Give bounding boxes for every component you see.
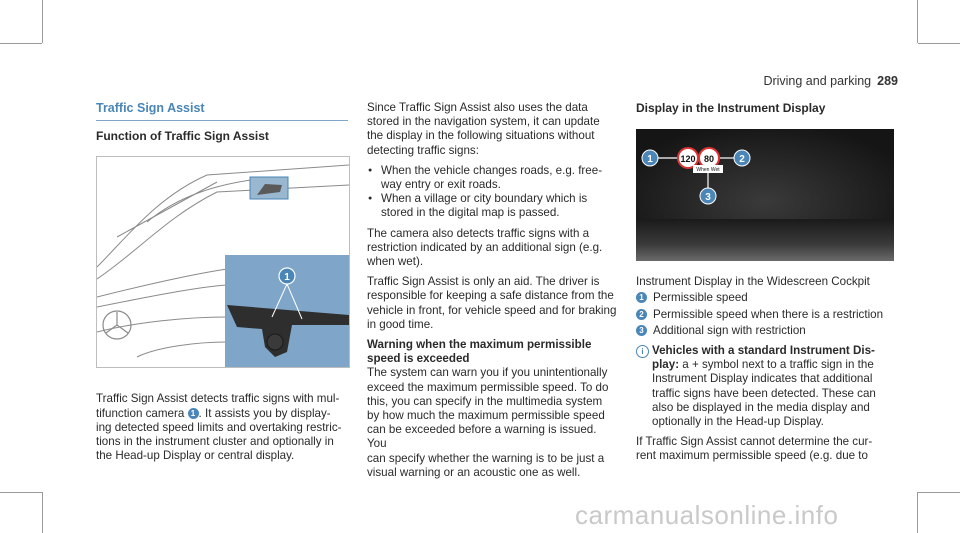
text-line: way entry or exit roads.	[381, 178, 501, 192]
paragraph-warning	[367, 366, 617, 480]
marker-3-icon: 3	[636, 325, 647, 336]
text-span: tifunction camera	[96, 406, 185, 420]
display-marker-1: 1	[647, 154, 653, 166]
text-line: Traffic Sign Assist is only an aid. The driver is	[367, 275, 600, 289]
right-column	[636, 101, 898, 464]
list-item	[367, 192, 617, 220]
page-number: 289	[877, 74, 898, 88]
text-line: by how much the maximum permissible speed	[367, 409, 605, 423]
crop-mark	[42, 492, 43, 533]
text-line: responsible for keeping a safe distance from the	[367, 289, 614, 303]
text-line: If Traffic Sign Assist cannot determine the cur-	[636, 435, 873, 449]
text-line: stored in the digital map is passed.	[381, 206, 560, 220]
display-caption: Instrument Display in the Widescreen Cockpit	[636, 275, 870, 289]
text-line: in good time.	[367, 317, 434, 331]
text-line: speed is exceeded	[367, 352, 470, 366]
closing-paragraph	[636, 435, 898, 463]
middle-column	[367, 101, 617, 486]
section-title: Traffic Sign Assist	[96, 101, 205, 115]
speed-sign-1: 120	[680, 154, 696, 165]
instrument-display-figure	[636, 129, 898, 261]
marker-1-icon: 1	[188, 408, 199, 419]
text-line: vehicle in front, for vehicle speed and for braking	[367, 303, 617, 317]
note-text: traffic signs have been detected. These can	[652, 386, 876, 400]
display-marker-3: 3	[705, 192, 711, 204]
figure-marker: 1	[284, 272, 290, 284]
text-line: restriction indicated by an additional sign (e.g.	[367, 240, 603, 254]
text-line: detecting traffic signs:	[367, 143, 479, 157]
left-paragraph	[96, 392, 348, 463]
note-text: optionally in the Head-up Display.	[652, 415, 824, 429]
display-heading: Display in the Instrument Display	[636, 101, 826, 115]
crop-mark	[42, 0, 43, 43]
subheading: Function of Traffic Sign Assist	[96, 129, 269, 144]
text-line: When a village or city boundary which is	[381, 192, 588, 206]
crop-mark	[918, 43, 960, 44]
crop-mark	[917, 492, 918, 533]
legend-text: Permissible speed when there is a restriction	[653, 307, 884, 321]
marker-2-icon: 2	[636, 309, 647, 320]
list-item	[367, 164, 617, 192]
text-line: can be exceeded before a warning is issued. You	[367, 423, 597, 451]
text-line: Since Traffic Sign Assist also uses the data	[367, 101, 588, 114]
watermark: carmanualsonline.info	[575, 500, 839, 530]
info-icon: i	[636, 345, 649, 358]
text-line: can specify whether the warning is to be just a	[367, 451, 605, 465]
display-marker-2: 2	[739, 154, 745, 166]
paragraph-camera	[367, 227, 617, 270]
legend-text: Permissible speed	[653, 291, 748, 305]
legend-text: Additional sign with restriction	[653, 323, 806, 337]
paragraph-data-usage	[367, 101, 617, 158]
paragraph-aid	[367, 275, 617, 332]
text-line	[96, 407, 348, 421]
text-line: When the vehicle changes roads, e.g. free-	[381, 163, 603, 177]
left-column	[96, 101, 348, 463]
bullet-list	[367, 164, 617, 221]
warning-heading	[367, 338, 617, 366]
header-section: Driving and parking	[763, 74, 872, 88]
text-line: stored in the navigation system, it can update	[367, 115, 600, 129]
legend-item	[636, 291, 898, 305]
note-bold: play:	[652, 358, 680, 372]
crop-mark	[917, 0, 918, 43]
crop-mark	[918, 492, 960, 493]
text-line: when wet).	[367, 255, 424, 269]
text-line: rent maximum permissible speed (e.g. due to	[636, 449, 868, 463]
text-line: The camera also detects traffic signs with a	[367, 226, 590, 240]
additional-sign: When Wet	[696, 167, 720, 174]
note-text: Instrument Display indicates that additional	[652, 372, 873, 386]
text-line: this, you can specify in the multimedia system	[367, 394, 603, 408]
legend	[636, 291, 898, 338]
crop-mark	[0, 492, 42, 493]
text-line: The system can warn you if you unintentionally	[367, 366, 608, 380]
text-line: the display in the following situations without	[367, 129, 595, 143]
car-figure	[96, 156, 348, 368]
info-note	[636, 344, 898, 429]
text-line: Warning when the maximum permissible	[367, 338, 592, 352]
marker-1-icon: 1	[636, 292, 647, 303]
speed-sign-2: 80	[703, 154, 715, 165]
text-line: tions in the instrument cluster and optionally in	[96, 435, 334, 449]
legend-item	[636, 324, 898, 338]
section-rule	[96, 120, 348, 121]
text-line: Traffic Sign Assist detects traffic signs with mul-	[96, 392, 340, 406]
page-header	[763, 74, 898, 88]
text-line: the Head-up Display or central display.	[96, 449, 295, 463]
note-text: a + symbol next to a traffic sign in the	[679, 358, 874, 372]
crop-mark	[0, 43, 42, 44]
text-span: . It assists you by display-	[198, 406, 331, 420]
text-line: ing detected speed limits and overtaking restric-	[96, 420, 342, 434]
legend-item	[636, 308, 898, 322]
note-text: also be displayed in the media display and	[652, 400, 870, 414]
note-bold: Vehicles with a standard Instrument Dis-	[652, 344, 875, 358]
text-line: visual warning or an acoustic one as well.	[367, 465, 581, 479]
text-line: exceed the maximum permissible speed. To do	[367, 380, 609, 394]
